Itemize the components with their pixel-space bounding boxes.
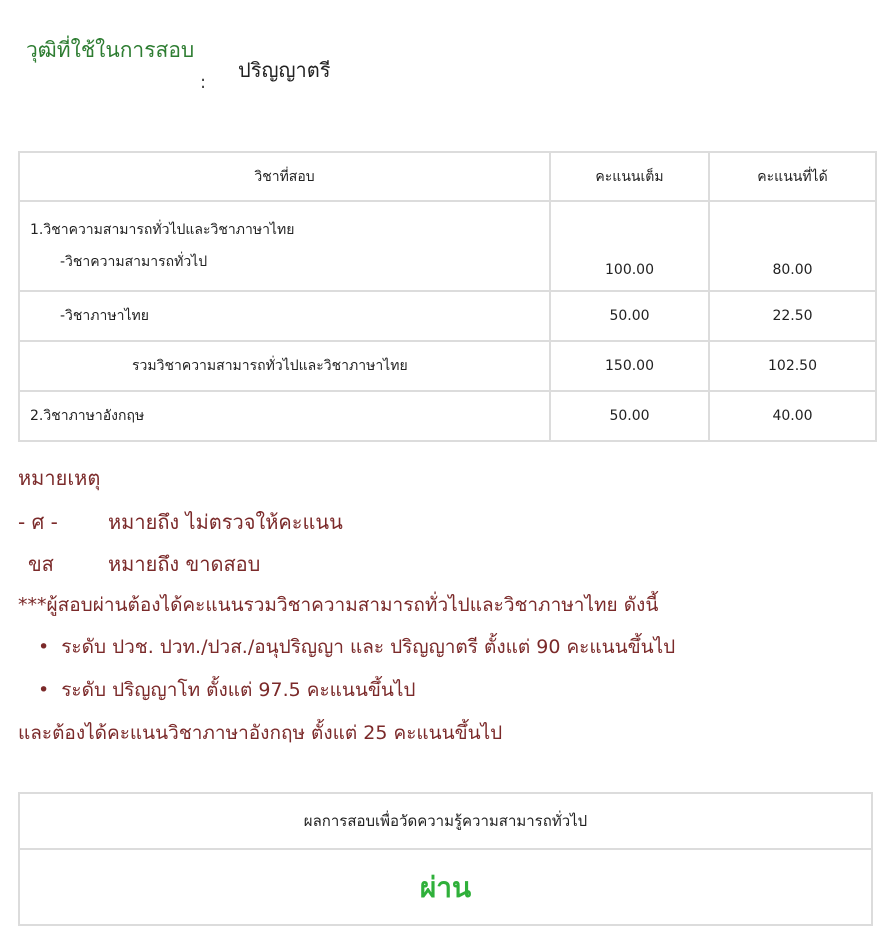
table-row — [19, 341, 876, 391]
table-row — [19, 201, 876, 291]
note-text: หมายถึง ขาดสอบ — [108, 552, 261, 576]
subject-name: 2.วิชาภาษาอังกฤษ — [19, 391, 550, 441]
table-row — [19, 291, 876, 341]
score-obtained-cell: 102.50 — [709, 341, 876, 391]
qualification-row — [26, 34, 446, 104]
criteria-bullet: • ระดับ ปริญญาโท ตั้งแต่ 97.5 คะแนนขึ้นไป — [38, 675, 415, 705]
result-value: ผ่าน — [419, 871, 472, 904]
full-score-cell: 100.00 — [550, 201, 709, 291]
qualification-label: วุฒิที่ใช้ในการสอบ — [26, 38, 195, 62]
criteria-bullet: • ระดับ ปวช. ปวท./ปวส./อนุปริญญา และ ปริญญาตรี ตั้งแต่ 90 คะแนนขึ้นไป — [38, 632, 675, 662]
score-obtained-cell: 22.50 — [709, 291, 876, 341]
result-heading: ผลการสอบเพื่อวัดความรู้ความสามารถทั่วไป — [20, 794, 871, 850]
full-score-cell: 50.00 — [550, 391, 709, 441]
full-score-cell: 50.00 — [550, 291, 709, 341]
notes-title: หมายเหตุ — [18, 466, 101, 490]
result-box — [18, 792, 873, 926]
english-criteria: และต้องได้คะแนนวิชาภาษาอังกฤษ ตั้งแต่ 25 คะแนนขึ้นไป — [18, 722, 503, 744]
header-subject: วิชาที่สอบ — [19, 152, 550, 201]
table-row — [19, 391, 876, 441]
note-code: - ศ - — [18, 510, 58, 534]
score-obtained-cell: 80.00 — [709, 201, 876, 291]
qualification-colon: : — [200, 72, 207, 93]
subject-name: -วิชาความสามารถทั่วไป — [60, 254, 208, 270]
pass-criteria: ***ผู้สอบผ่านต้องได้คะแนนรวมวิชาความสามารถทั่วไปและวิชาภาษาไทย ดังนี้ — [18, 594, 659, 616]
subject-total-name: รวมวิชาความสามารถทั่วไปและวิชาภาษาไทย — [19, 341, 550, 391]
note-text: หมายถึง ไม่ตรวจให้คะแนน — [108, 510, 343, 534]
header-full-score: คะแนนเต็ม — [550, 152, 709, 201]
qualification-value: ปริญญาตรี — [238, 58, 331, 82]
full-score-cell: 150.00 — [550, 341, 709, 391]
score-table — [18, 151, 877, 442]
header-score-obtained: คะแนนที่ได้ — [709, 152, 876, 201]
subject-group-label: 1.วิชาความสามารถทั่วไปและวิชาภาษาไทย — [30, 222, 295, 238]
subject-cell — [19, 201, 550, 291]
score-obtained-cell: 40.00 — [709, 391, 876, 441]
table-header-row — [19, 152, 876, 201]
subject-name: -วิชาภาษาไทย — [19, 291, 550, 341]
note-code: ขส — [28, 552, 54, 576]
